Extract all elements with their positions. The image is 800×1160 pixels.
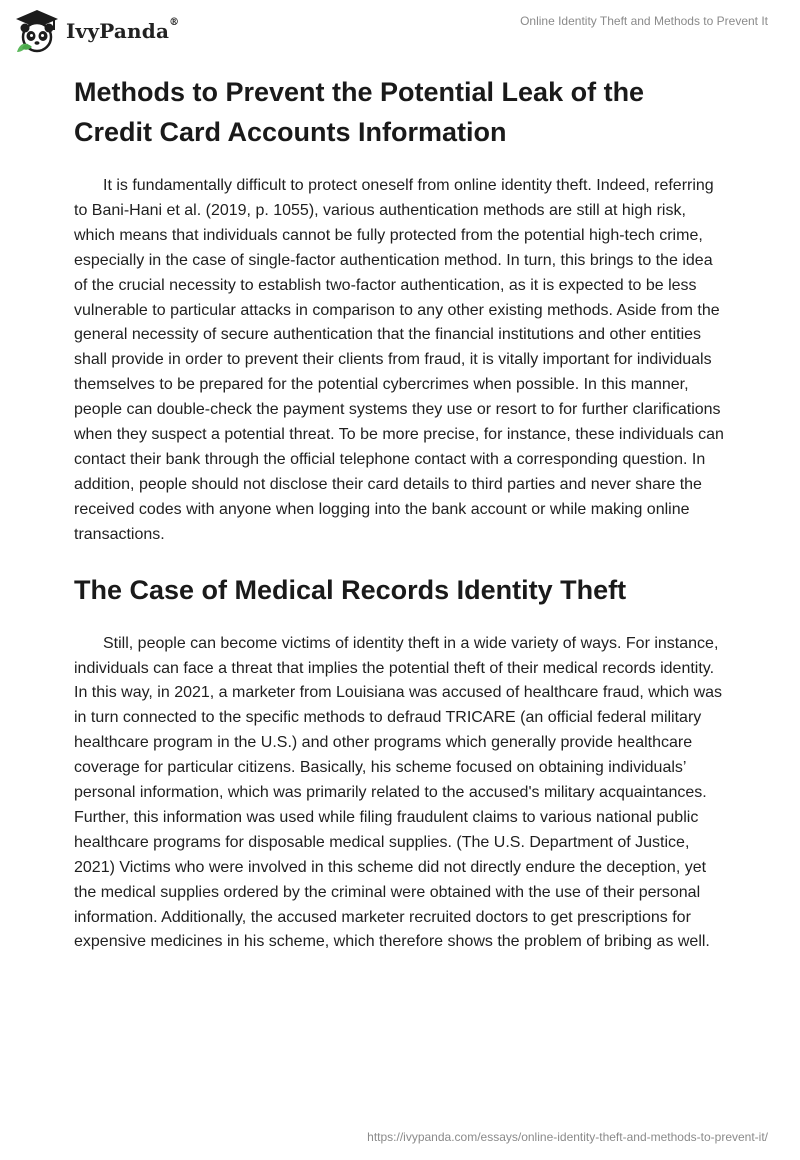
section-body-medical-records: Still, people can become victims of identity theft in a wide variety of ways. For instance, individuals can face a threat that implies the potential theft of their medical records identity. In this way, in 2021, a marketer from Louisiana was accused of healthcare fraud, which was in turn connected to the specific methods to defraud TRICARE (an official federal military healthcare program in the U.S.) and other programs which generally provide healthcare coverage for particular citizens. Basically, his scheme focused on obtaining individuals’ personal information, which was primarily related to the accused's military acquaintances. Further, this information was used while filing fraudulent claims to various national public healthcare programs for disposable medical supplies. (The U.S. Department of Justice, 2021) Victims who were involved in this scheme did not directly endure the deception, yet the medical supplies ordered by the criminal were obtained with the use of their personal information. Additionally, the accused marketer recruited doctors to get prescriptions for expensive medicines in his scheme, which therefore shows the problem of bribing as well. [74,634,723,951]
ivypanda-logo[interactable] [14,8,179,54]
section-heading-credit-card: Methods to Prevent the Potential Leak of the Credit Card Accounts Information [74,77,645,147]
brand-name: IvyPanda® [66,17,180,43]
section-heading-medical-records: The Case of Medical Records Identity Theft [74,574,627,605]
panda-graduate-icon [14,8,60,54]
article-content [74,72,726,955]
section-body-credit-card: It is fundamentally difficult to protect oneself from online identity theft. Indeed, referring to Bani-Hani et al. (2019, p. 1055), various authentication methods are still at high risk, which means that individuals cannot be fully protected from the potential high-tech crime, especially in the case of single-factor authentication method. In turn, this brings to the idea of the crucial necessity to establish two-factor authentication, as it is expected to be less vulnerable to particular attacks in comparison to any other existing methods. Aside from the general necessity of secure authentication that the financial institutions and other entities shall provide in order to prevent their clients from fraud, it is vitally important for individuals themselves to be prepared for the potential cybercrimes when possible. In this manner, people can double-check the payment systems they use or resort to for further clarifications when they suspect a potential threat. To be more precise, for instance, these individuals can contact their bank through the official telephone contact with a corresponding question. In addition, people should not disclose their card details to third parties and never share the received codes with anyone when logging into the bank account or while making online transactions. [74,177,724,543]
trademark: ® [169,17,180,28]
page-header [0,0,800,60]
source-url[interactable]: https://ivypanda.com/essays/online-identity-theft-and-methods-to-prevent-it/ [367,1130,768,1144]
running-title: Online Identity Theft and Methods to Prevent It [520,14,768,28]
